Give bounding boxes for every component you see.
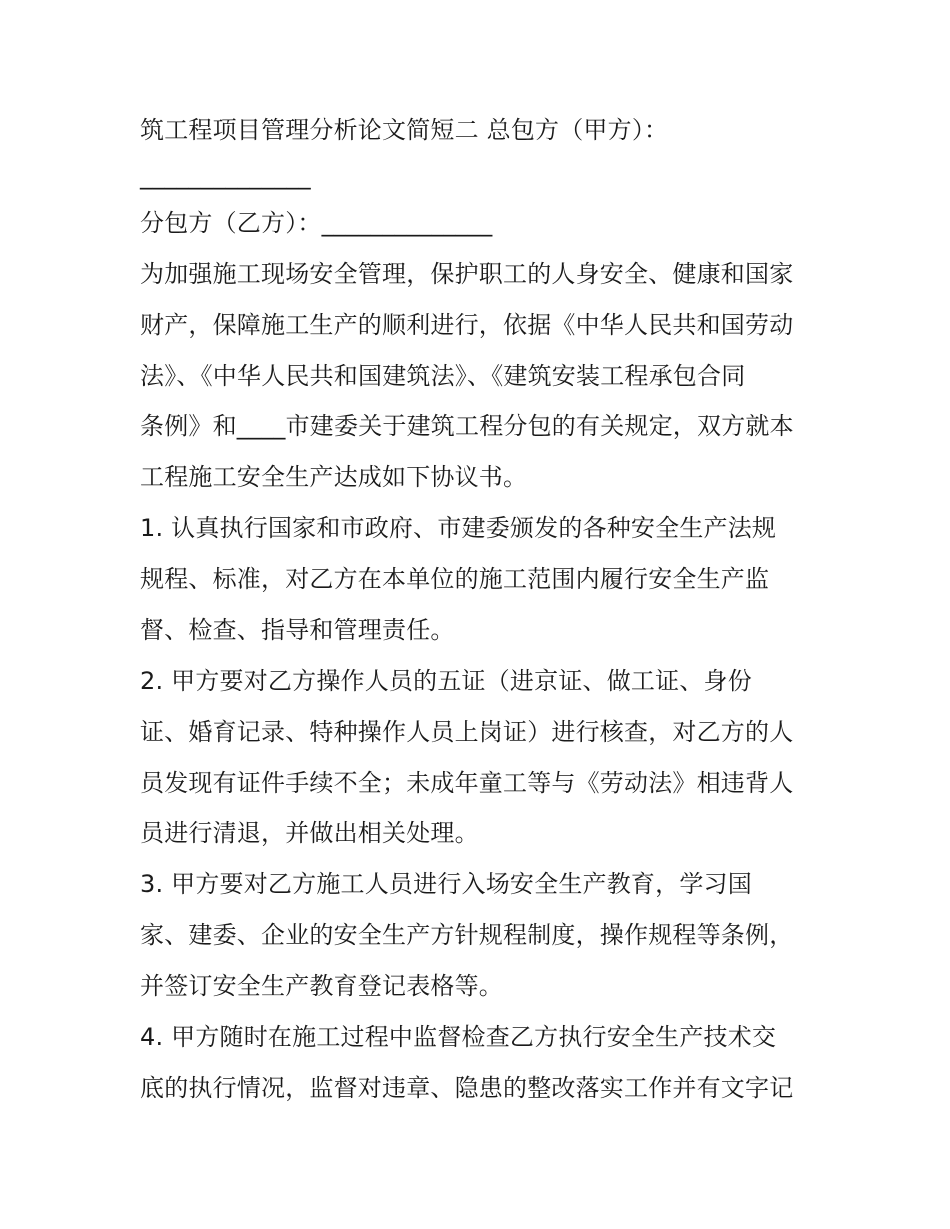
clause-2-line: 证、婚育记录、特种操作人员上岗证）进行核查，对乙方的人 (140, 718, 794, 746)
clause-3-line: 并签订安全生产教育登记表格等。 (140, 972, 503, 1000)
subcontractor-line: 分包方（乙方）：______________ (140, 209, 493, 237)
clause-3-line: 家、建委、企业的安全生产方针规程制度，操作规程等条例， (140, 921, 794, 949)
clause-1-line: 督、检查、指导和管理责任。 (140, 616, 455, 644)
body-line: 条例》和____市建委关于建筑工程分包的有关规定，双方就本 (140, 412, 794, 440)
clause-4-line: 4. 甲方随时在施工过程中监督检查乙方执行安全生产技术交 (140, 1023, 777, 1051)
body-line: 法》、《中华人民共和国建筑法》、《建筑安装工程承包合同 (140, 362, 746, 390)
clause-2-line: 员进行清退，并做出相关处理。 (140, 819, 479, 847)
body-line: 财产，保障施工生产的顺利进行，依据《中华人民共和国劳动 (140, 311, 794, 339)
clause-1-line: 规程、标准，对乙方在本单位的施工范围内履行安全生产监 (140, 565, 770, 593)
body-line: 为加强施工现场安全管理，保护职工的人身安全、健康和国家 (140, 260, 794, 288)
clause-1-line: 1. 认真执行国家和市政府、市建委颁发的各种安全生产法规 (140, 514, 777, 542)
clause-3-line: 3. 甲方要对乙方施工人员进行入场安全生产教育，学习国 (140, 870, 752, 898)
clause-4-line: 底的执行情况，监督对违章、隐患的整改落实工作并有文字记 (140, 1074, 794, 1102)
document-title-line: 筑工程项目管理分析论文简短二 总包方（甲方）： (140, 116, 669, 144)
clause-2-line: 2. 甲方要对乙方操作人员的五证（进京证、做工证、身份 (140, 667, 752, 695)
body-line: 工程施工安全生产达成如下协议书。 (140, 463, 528, 491)
blank-signature-line: ______________ (140, 162, 311, 190)
clause-2-line: 员发现有证件手续不全；未成年童工等与《劳动法》相违背人 (140, 769, 794, 797)
